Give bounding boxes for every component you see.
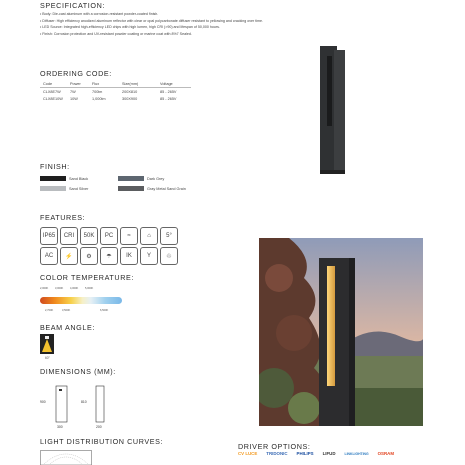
feature-icon: ⚙ — [80, 247, 98, 265]
feature-icon: ☂ — [100, 247, 118, 265]
finish-heading: FINISH: — [40, 162, 70, 171]
col-code: Code — [40, 80, 67, 88]
table-header-row — [40, 80, 191, 88]
driver-logo-lifud: LIFUD — [322, 451, 336, 456]
color-temperature-bar — [40, 297, 122, 304]
driver-logo-osram: OSRAM — [377, 451, 394, 456]
feature-icon: IP65 — [40, 227, 58, 245]
ct-label: 2,700K — [45, 309, 54, 312]
dimension-drawing-b — [93, 385, 107, 423]
spec-led-source: • LED Source: Integrated high-efficiency LED chips with high lumen, high CRI (>90) and lifespan of 50,000 hours. — [40, 25, 220, 30]
cell: 85 - 265V — [160, 89, 177, 94]
driver-options-heading: DRIVER OPTIONS: — [238, 442, 311, 451]
cell: 200X810 — [122, 89, 138, 94]
finish-label: Sand Silver — [69, 186, 89, 191]
feature-icon: PC — [100, 227, 118, 245]
feature-icon: ≈ — [120, 227, 138, 245]
finish-swatch — [118, 176, 144, 181]
col-power: Power — [67, 80, 89, 88]
ct-label: 4,000K — [70, 287, 79, 290]
cell: 85 - 265V — [160, 96, 177, 101]
driver-logo-philips: PHILIPS — [296, 451, 314, 456]
driver-logo-cvluce: CV LUCE — [238, 451, 258, 456]
spec-finish: • Finish: Corrosion protection and UV-resistant powder coating or marine coat with 8%7 Sealed. — [40, 32, 192, 37]
ct-label: 6,500K — [100, 309, 109, 312]
feature-icon: Y — [140, 247, 158, 265]
dimension-width-a: 300 — [57, 425, 63, 429]
dimensions-heading: DIMENSIONS (MM): — [40, 367, 116, 376]
ct-label: 2,000K — [40, 287, 49, 290]
specification-heading: SPECIFICATION: — [40, 1, 105, 10]
ordering-table — [40, 80, 191, 102]
dimension-drawing-a — [52, 385, 70, 423]
col-voltage: Voltage — [157, 80, 191, 88]
driver-logo-tridonic: TRIDONIC — [266, 451, 288, 456]
finish-option — [118, 176, 164, 181]
feature-icon: ♲ — [160, 247, 178, 265]
finish-swatch — [40, 176, 66, 181]
beam-angle-label: 60° — [45, 356, 50, 360]
finish-label: Dark Grey — [147, 176, 165, 181]
features-heading: FEATURES: — [40, 213, 86, 222]
dimension-height-b: 810 — [81, 400, 87, 404]
feature-icon: IK — [120, 247, 138, 265]
dimension-width-b: 200 — [96, 425, 102, 429]
product-photo — [259, 238, 423, 426]
feature-icon: ⌂ — [140, 227, 158, 245]
finish-option — [40, 176, 88, 181]
feature-icon: ⚡ — [60, 247, 78, 265]
beam-angle-icon — [40, 334, 54, 354]
finish-swatch — [118, 186, 144, 191]
cell: 10W — [70, 96, 78, 101]
light-distribution-curve — [40, 450, 92, 465]
ordering-heading: ORDERING CODE: — [40, 69, 112, 78]
ct-label: 3,000K — [55, 287, 64, 290]
table-row — [40, 88, 191, 96]
beam-angle-heading: BEAM ANGLE: — [40, 323, 95, 332]
color-temperature-heading: COLOR TEMPERATURE: — [40, 273, 134, 282]
spec-diffuser: • Diffuser: High efficiency anodized aluminum reflector with clear or opal polycarbonate diffuser resistant to yellowing and cracking over time. — [40, 18, 263, 23]
finish-label: Sand Black — [69, 176, 89, 181]
cell: 700lm — [92, 89, 103, 94]
finish-label: Gray Metal Sand Grain — [147, 186, 186, 191]
ct-label: 5,000K — [85, 287, 94, 290]
cell: 300X900 — [122, 96, 138, 101]
driver-logo-linklighting: LINKLIGHTING — [344, 451, 369, 456]
cell: CLX8E7W — [43, 89, 61, 94]
product-image — [317, 44, 347, 176]
table-row — [40, 95, 191, 102]
feature-icon: 50K — [80, 227, 98, 245]
light-distribution-heading: LIGHT DISTRIBUTION CURVES: — [40, 437, 164, 446]
ct-label: 3,500K — [62, 309, 71, 312]
dimension-height-a: 900 — [40, 400, 46, 404]
finish-option — [40, 186, 88, 191]
cell: CLX8E10W — [43, 96, 63, 101]
finish-option — [118, 186, 186, 191]
cell: 1,000lm — [92, 96, 106, 101]
driver-logos — [238, 451, 403, 456]
col-flux: Flux — [89, 80, 119, 88]
specification-list — [40, 12, 310, 39]
feature-icon: CRI — [60, 227, 78, 245]
spec-body: • Body: Die-cast aluminum with a corrosion-resistant powder-coated finish. — [40, 12, 159, 16]
feature-icon: AC — [40, 247, 58, 265]
features-grid — [40, 227, 178, 265]
feature-icon: 5° — [160, 227, 178, 245]
cell: 7W — [70, 89, 76, 94]
finish-swatch — [40, 186, 66, 191]
col-size: Size(mm) — [119, 80, 157, 88]
